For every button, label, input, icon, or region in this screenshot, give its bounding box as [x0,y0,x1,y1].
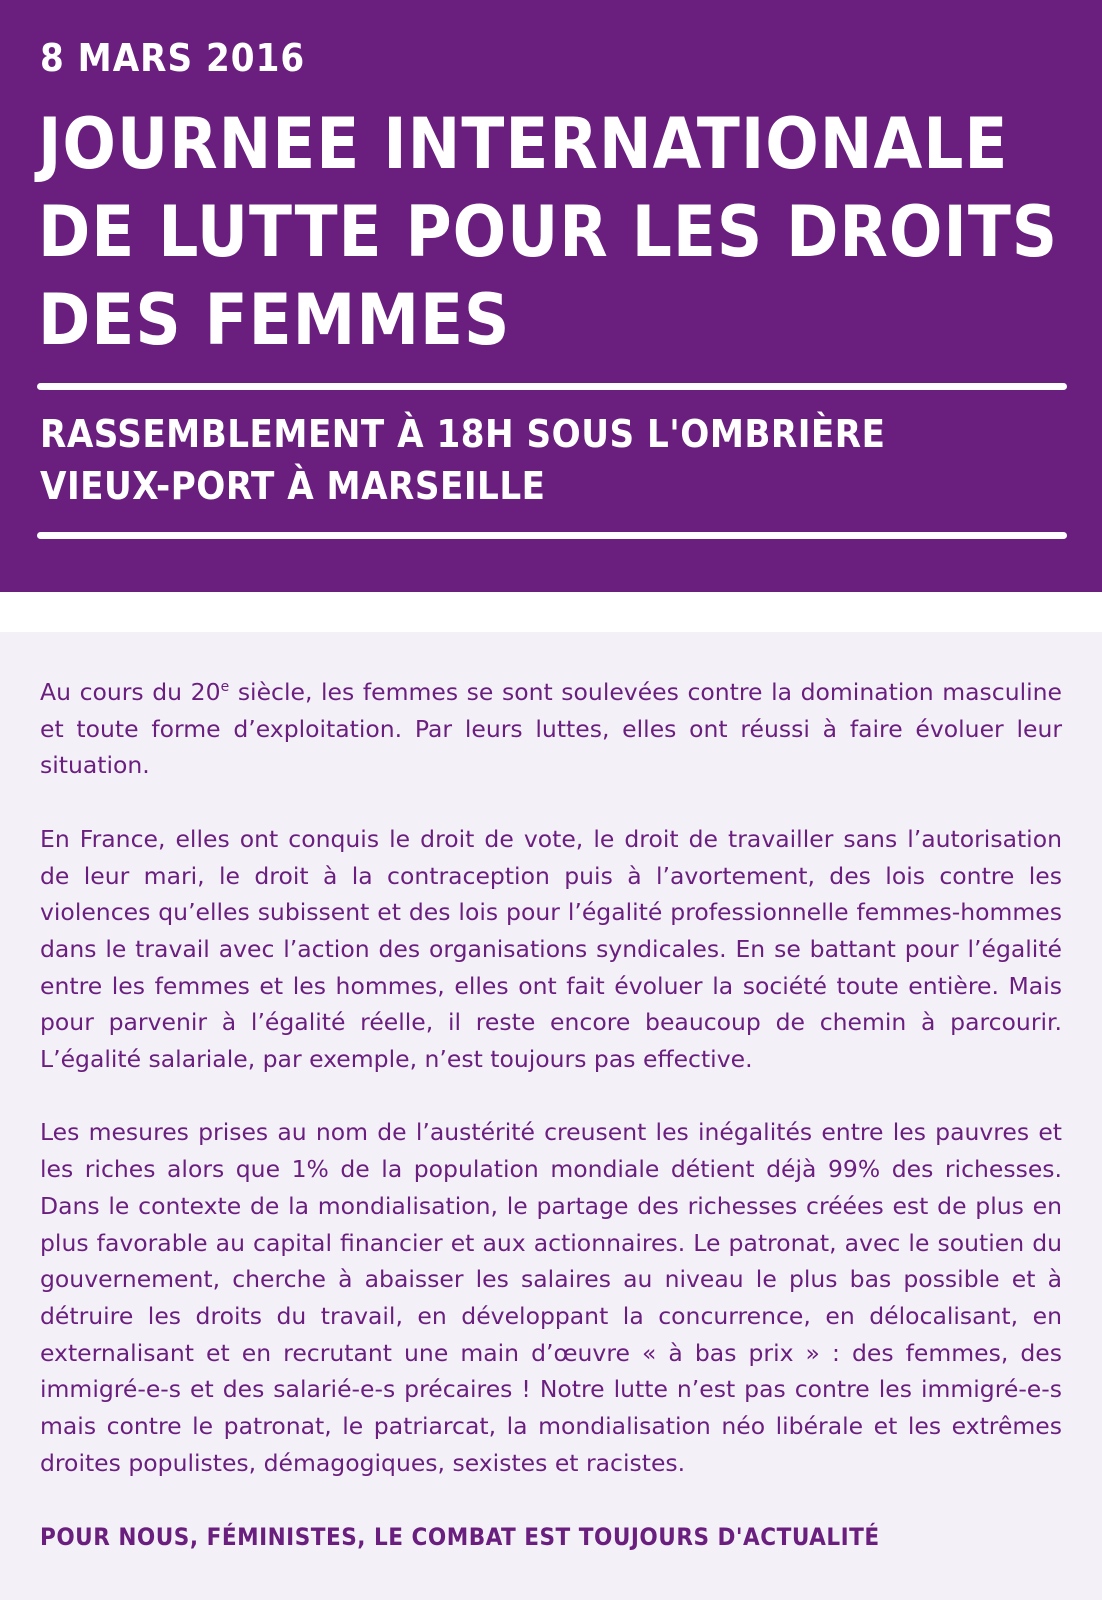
event-line-1: RASSEMBLEMENT À 18H SOUS L'OMBRIÈRE [40,412,886,456]
paragraph-1-start: Au cours du 20 [40,678,221,706]
event-line-2: VIEUX-PORT À MARSEILLE [40,464,546,508]
paragraph-3: Les mesures prises au nom de l’austérité creusent les inégalités entre les pauvres et les riches alors que 1% de la population mondiale détient déjà 99% des richesses. Dans le contexte de la mondialisation, le partage des richesses créées est de plus en plus favorable au capital financier et aux actionnaires. Le patronat, avec le soutien du gouvernement, cherche à abaisser les salaires au niveau le plus bas possible et à détruire les droits du travail, en développant la concurrence, en délocalisant, en externalisant et en recrutant une main d’œuvre « à bas prix » : des femmes, des immigré-e-s et des salarié-e-s précaires ! Notre lutte n’est pas contre les immigré-e-s mais contre le patronat, le patriarcat, la mondialisation néo libérale et les extrêmes droites populistes, démagogiques, sexistes et racistes. [40,1118,1062,1477]
event-date: 8 MARS 2016 [40,36,306,80]
paragraph-1-rest: siècle, les femmes se sont soulevées contre la domination masculine et toute forme d’exploitation. Par leurs luttes, elles ont réussi à faire évoluer leur situation. [40,678,1062,780]
title-line-3: DES FEMMES [38,279,511,361]
event-details [40,408,885,512]
title-line-1: JOURNEE INTERNATIONALE [38,103,1009,185]
century-superscript: e [220,679,230,696]
body-section [0,632,1102,1600]
body-text [40,674,1062,1518]
paragraph-2: En France, elles ont conquis le droit de vote, le droit de travailler sans l’autorisation de leur mari, le droit à la contraception puis à l’avortement, des lois contre les violences qu’elles subissent et des lois pour l’égalité professionnelle femmes-hommes dans le travail avec l’action des organisations syndicales. En se battant pour l’égalité entre les femmes et les hommes, elles ont fait évoluer la société toute entière. Mais pour parvenir à l’égalité réelle, il reste encore beaucoup de chemin à parcourir. L’égalité salariale, par exemple, n’est toujours pas effective. [40,824,1062,1074]
bottom-divider [37,532,1067,539]
page-title [38,100,1059,364]
header-banner [0,0,1102,592]
top-divider [37,383,1067,390]
paragraph-1 [40,674,1062,784]
title-line-2: DE LUTTE POUR LES DROITS [38,191,1059,273]
closing-slogan: POUR NOUS, FÉMINISTES, LE COMBAT EST TOUJOURS D'ACTUALITÉ [40,1523,880,1551]
